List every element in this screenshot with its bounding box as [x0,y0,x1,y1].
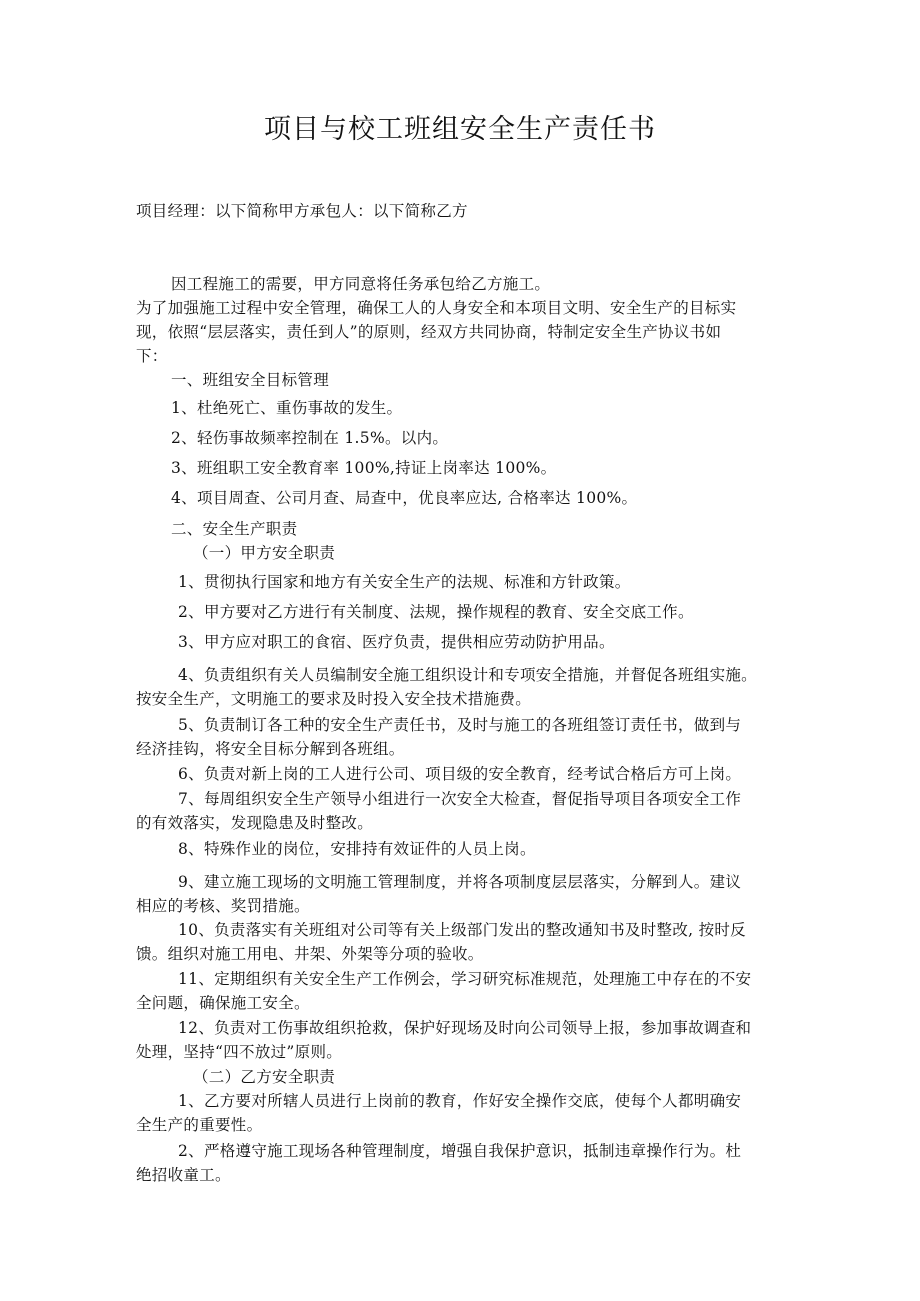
party-b-heading: （二）乙方安全职责 [193,1068,336,1086]
party-a-item-10-line-1: 10、负责落实有关班组对公司等有关上级部门发出的整改通知书及时整改, 按时反 [178,921,746,939]
party-a-item-9-line-1: 9、建立施工现场的文明施工管理制度，并将各项制度层层落实，分解到人。建议 [178,873,742,891]
party-a-item-3: 3、甲方应对职工的食宿、医疗负责，提供相应劳动防护用品。 [178,633,615,651]
party-b-item-2-line-2: 绝招收童工。 [136,1166,231,1184]
section-1-item-1: 1、杜绝死亡、重伤事故的发生。 [171,399,403,417]
intro-line-1: 因工程施工的需要，甲方同意将任务承包给乙方施工。 [171,275,551,293]
party-a-item-11-line-1: 11、定期组织有关安全生产工作例会，学习研究标准规范，处理施工中存在的不安 [178,970,752,988]
party-a-item-10-line-2: 馈。组织对施工用电、井架、外架等分项的验收。 [136,945,484,963]
intro-line-2: 为了加强施工过程中安全管理，确保工人的人身安全和本项目文明、安全生产的目标实 [136,299,737,317]
party-a-item-4-line-2: 按安全生产，文明施工的要求及时投入安全技术措施费。 [136,690,532,708]
section-1-item-2: 2、轻伤事故频率控制在 1.5%。以内。 [171,429,449,447]
party-b-item-2-line-1: 2、严格遵守施工现场各种管理制度，增强自我保护意识，抵制违章操作行为。杜 [178,1142,742,1160]
party-a-item-9-line-2: 相应的考核、奖罚措施。 [136,897,310,915]
parties-line: 项目经理：以下简称甲方承包人：以下简称乙方 [136,202,468,220]
party-a-item-4-line-1: 4、负责组织有关人员编制安全施工组织设计和专项安全措施，并督促各班组实施。 [178,666,757,684]
intro-line-4: 下： [136,347,168,365]
party-a-item-2: 2、甲方要对乙方进行有关制度、法规，操作规程的教育、安全交底工作。 [178,603,694,621]
party-a-item-1: 1、贯彻执行国家和地方有关安全生产的法规、标准和方针政策。 [178,573,631,591]
party-a-item-5-line-2: 经济挂钩，将安全目标分解到各班组。 [136,740,405,758]
section-2-heading: 二、安全生产职责 [171,520,298,538]
party-a-item-5-line-1: 5、负责制订各工种的安全生产责任书，及时与施工的各班组签订责任书，做到与 [178,716,742,734]
party-a-item-7-line-1: 7、每周组织安全生产领导小组进行一次安全大检查，督促指导项目各项安全工作 [178,790,742,808]
party-b-item-1-line-2: 全生产的重要性。 [136,1116,263,1134]
party-a-item-12-line-2: 处理，坚持“四不放过”原则。 [136,1043,343,1061]
party-a-item-8: 8、特殊作业的岗位，安排持有效证件的人员上岗。 [178,840,536,858]
section-1-heading: 一、班组安全目标管理 [171,371,330,389]
intro-line-3: 现，依照“层层落实，责任到人”的原则，经双方共同协商，特制定安全生产协议书如 [136,323,722,341]
party-a-item-7-line-2: 的有效落实，发现隐患及时整改。 [136,814,374,832]
document-title: 项目与校工班组安全生产责任书 [264,114,656,145]
party-b-item-1-line-1: 1、乙方要对所辖人员进行上岗前的教育，作好安全操作交底，使每个人都明确安 [178,1092,742,1110]
party-a-item-6: 6、负责对新上岗的工人进行公司、项目级的安全教育，经考试合格后方可上岗。 [178,765,742,783]
section-1-item-4: 4、项目周查、公司月查、局查中，优良率应达, 合格率达 100%。 [171,489,638,507]
party-a-item-11-line-2: 全问题，确保施工安全。 [136,994,310,1012]
party-a-item-12-line-1: 12、负责对工伤事故组织抢救，保护好现场及时向公司领导上报，参加事故调查和 [178,1019,752,1037]
section-1-item-3: 3、班组职工安全教育率 100%,持证上岗率达 100%。 [171,459,557,477]
party-a-heading: （一）甲方安全职责 [193,544,336,562]
